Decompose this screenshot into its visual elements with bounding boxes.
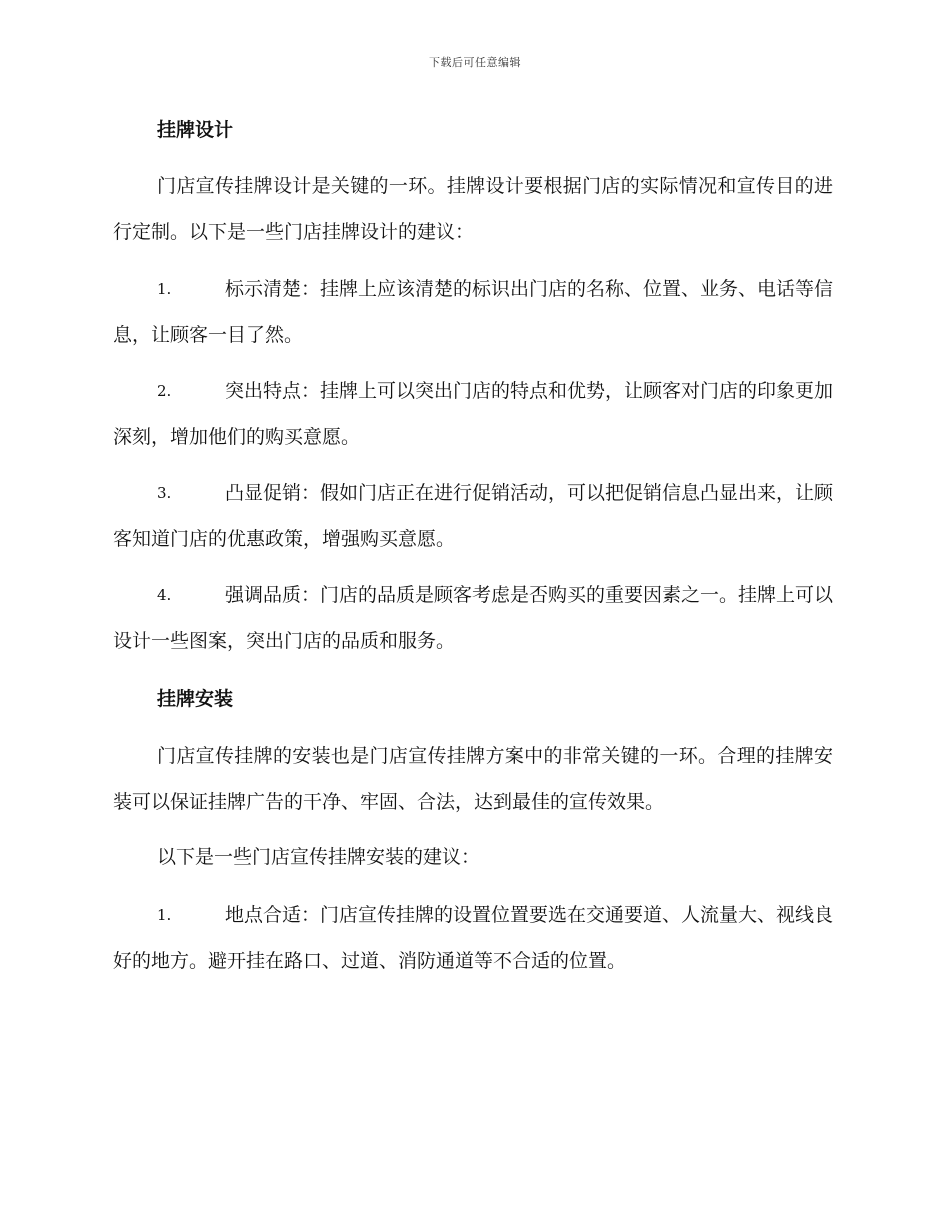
installation-list-item-1 bbox=[113, 892, 833, 984]
design-list-item-3 bbox=[113, 470, 833, 562]
design-intro-paragraph: 门店宣传挂牌设计是关键的一环。挂牌设计要根据门店的实际情况和宣传目的进行定制。以下是一些门店挂牌设计的建议： bbox=[113, 175, 833, 243]
list-number: 4. bbox=[157, 586, 172, 604]
design-list-item-1 bbox=[113, 266, 833, 358]
list-text: 标示清楚：挂牌上应该清楚的标识出门店的名称、位置、业务、电话等信息，让顾客一目了然。 bbox=[113, 278, 834, 346]
section-heading-installation: 挂牌安装 bbox=[157, 688, 234, 710]
list-number: 3. bbox=[157, 484, 172, 502]
list-text: 凸显促销：假如门店正在进行促销活动，可以把促销信息凸显出来，让顾客知道门店的优惠政策，增强购买意愿。 bbox=[113, 482, 834, 550]
list-text: 突出特点：挂牌上可以突出门店的特点和优势，让顾客对门店的印象更加深刻，增加他们的购买意愿。 bbox=[113, 380, 834, 448]
list-number: 2. bbox=[157, 382, 172, 400]
design-list-item-2 bbox=[113, 368, 833, 460]
list-text: 强调品质：门店的品质是顾客考虑是否购买的重要因素之一。挂牌上可以设计一些图案，突出门店的品质和服务。 bbox=[113, 584, 834, 652]
installation-intro-paragraph: 门店宣传挂牌的安装也是门店宣传挂牌方案中的非常关键的一环。合理的挂牌安装可以保证挂牌广告的干净、牢固、合法，达到最佳的宣传效果。 bbox=[113, 745, 833, 813]
list-number: 1. bbox=[157, 906, 172, 924]
page-header-note: 下载后可任意编辑 bbox=[429, 56, 521, 69]
section-heading-design: 挂牌设计 bbox=[157, 119, 234, 141]
design-list-item-4 bbox=[113, 572, 833, 664]
installation-lead-paragraph: 以下是一些门店宣传挂牌安装的建议： bbox=[157, 846, 481, 868]
list-number: 1. bbox=[157, 280, 172, 298]
list-text: 地点合适：门店宣传挂牌的设置位置要选在交通要道、人流量大、视线良好的地方。避开挂在路口、过道、消防通道等不合适的位置。 bbox=[113, 904, 834, 972]
